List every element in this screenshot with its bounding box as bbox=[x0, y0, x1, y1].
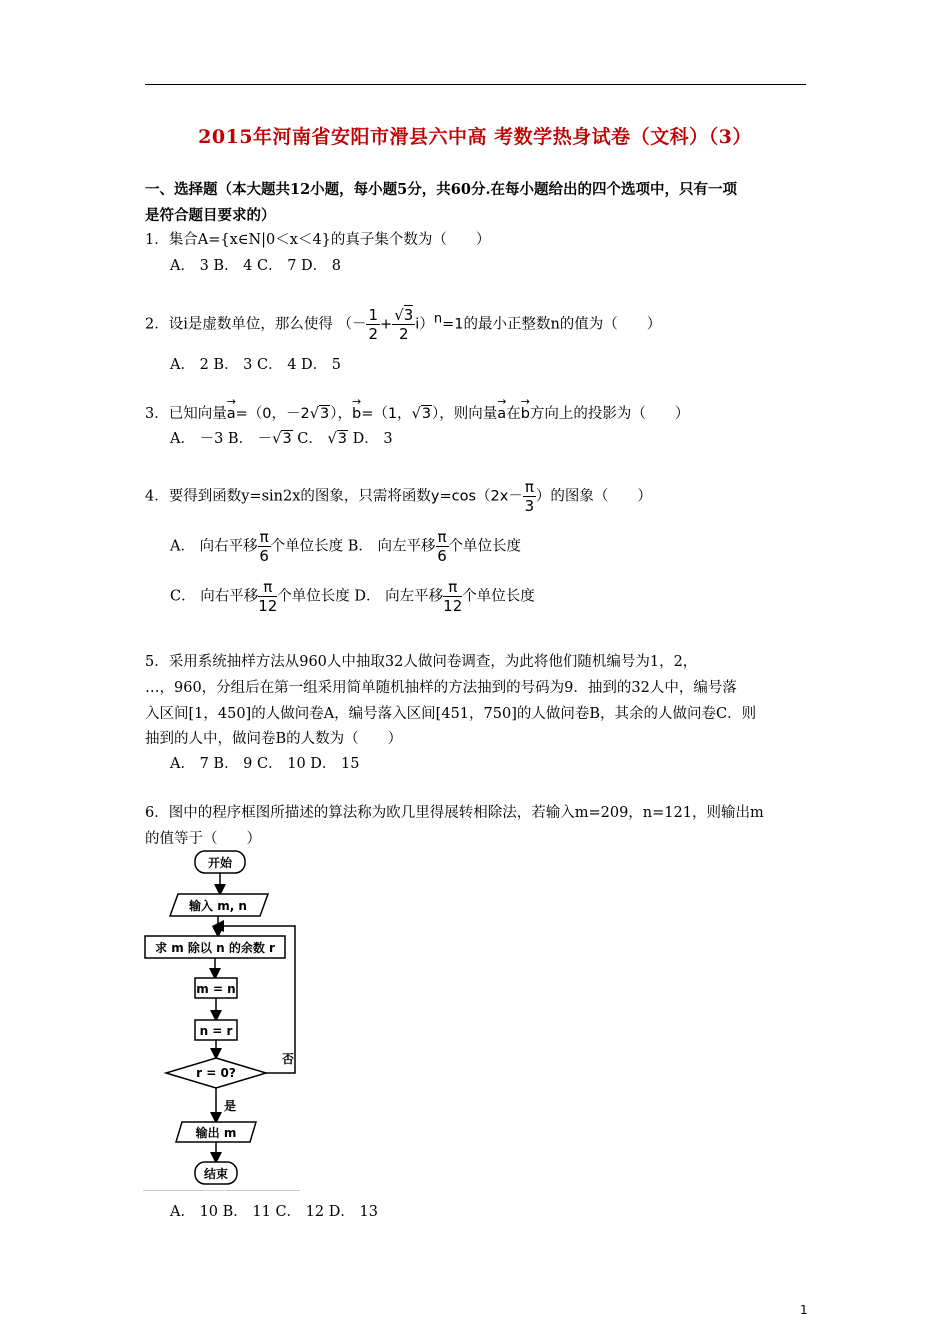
q3-opt-d: D． 3 bbox=[347, 431, 393, 447]
q4-optA-suffix: 个单位长度 B． 向左平移 bbox=[270, 538, 436, 555]
question-5-line1: 5．采用系统抽样方法从960人中抽取32人做问卷调查，为此将他们随机编号为1，2， bbox=[145, 654, 698, 670]
q4-optA-den: 6 bbox=[259, 547, 269, 565]
q4-optA-frac bbox=[258, 528, 271, 565]
page-number: 1 bbox=[800, 1303, 808, 1317]
vector-a: → a bbox=[227, 406, 236, 422]
question-4-options-ab bbox=[170, 528, 521, 565]
question-5-line4: 抽到的人中，做问卷B的人数为（ ） bbox=[145, 731, 403, 747]
section-heading-line2: 是符合题目要求的） bbox=[145, 207, 276, 224]
flow-start-text: 开始 bbox=[207, 856, 233, 870]
q4-prefix: 4．要得到函数y=sin2x的图象，只需将函数 bbox=[145, 488, 431, 505]
question-1-options: A． 3 B． 4 C． 7 D． 8 bbox=[170, 258, 342, 274]
flow-step3-text: n = r bbox=[199, 1024, 233, 1038]
vector-b: → b bbox=[352, 406, 361, 422]
flow-decision-text: r = 0? bbox=[196, 1066, 236, 1080]
q4-frac-den: 3 bbox=[524, 497, 535, 515]
q3-prefix: 3．已知向量 bbox=[145, 406, 227, 422]
q2-frac-1-den: 2 bbox=[368, 325, 379, 343]
q4-optA-num: π bbox=[259, 528, 269, 546]
q3-opt-a: A． －3 B． － bbox=[170, 431, 273, 447]
flow-yes-label: 是 bbox=[224, 1099, 237, 1113]
question-4 bbox=[145, 478, 652, 515]
q2-frac-2-num: √3 bbox=[394, 306, 414, 324]
flowchart bbox=[140, 848, 310, 1193]
question-2 bbox=[145, 306, 661, 343]
section-heading-line1: 一、选择题（本大题共12小题，每小题5分，共60分.在每小题给出的四个选项中，只有一项 bbox=[145, 181, 737, 198]
q3-close2: ），则向量 bbox=[432, 406, 498, 422]
question-5-line2: …，960，分组后在第一组采用简单随机抽样的方法抽到的号码为9．抽到的32人中，编号落 bbox=[145, 680, 737, 696]
q2-frac-2 bbox=[392, 306, 415, 343]
q4-optC-suffix: 个单位长度 D． 向左平移 bbox=[277, 588, 444, 605]
q3-opt-c-rad: 3 bbox=[337, 431, 347, 447]
question-4-options-cd bbox=[170, 578, 535, 615]
question-5-line3: 入区间[1，450]的人做问卷A，编号落入区间[451，750]的人做问卷B，其余的人做问卷C．则 bbox=[145, 706, 757, 722]
q3-opt-b-sqrt: √3 bbox=[272, 431, 292, 447]
question-5-options: A． 7 B． 9 C． 10 D． 15 bbox=[170, 756, 360, 772]
page-title: 2015年河南省安阳市滑县六中高 考数学热身试卷（文科）（3） bbox=[198, 126, 752, 148]
q4-optB-suffix: 个单位长度 bbox=[448, 538, 522, 555]
flow-no-label: 否 bbox=[282, 1052, 295, 1066]
q2-eq: =1 bbox=[442, 316, 464, 333]
q4-frac bbox=[523, 478, 536, 515]
q4-optD-num: π bbox=[443, 578, 462, 597]
q4-optB-den: 6 bbox=[437, 547, 447, 565]
q4-suffix: 的图象（ ） bbox=[550, 488, 652, 505]
q3-sqrt-2: √3 bbox=[411, 406, 432, 422]
flow-step1-text: 求 m 除以 n 的余数 r bbox=[155, 941, 275, 955]
q2-suffix: 的最小正整数n的值为（ ） bbox=[463, 316, 662, 333]
q3-sqrt-1-rad: 3 bbox=[319, 406, 330, 422]
question-3-options bbox=[170, 427, 393, 448]
q4-optC-frac bbox=[258, 578, 277, 615]
q2-frac-1-num: 1 bbox=[368, 306, 379, 324]
vector-a-2: → a bbox=[497, 406, 506, 422]
q4-optC-num: π bbox=[258, 578, 277, 597]
q3-opt-c-sqrt: √3 bbox=[327, 431, 347, 447]
figure-baseline bbox=[143, 1190, 300, 1191]
header-rule bbox=[145, 84, 806, 85]
q3-opt-b-rad: 3 bbox=[282, 431, 292, 447]
question-6-options: A． 10 B． 11 C． 12 D． 13 bbox=[170, 1204, 378, 1220]
q3-sqrt-2-rad: 3 bbox=[421, 406, 432, 422]
q4-optB-num: π bbox=[437, 528, 447, 546]
q4-optD-den: 12 bbox=[443, 597, 463, 615]
q4-optD-suffix: 个单位长度 bbox=[462, 588, 535, 605]
q4-optC-den: 12 bbox=[258, 597, 278, 615]
q2-i: i） bbox=[415, 316, 434, 333]
q3-suffix: 方向上的投影为（ ） bbox=[529, 406, 690, 422]
question-6-line1: 6．图中的程序框图所描述的算法称为欧几里得展转相除法，若输入m=209，n=121，则输出m bbox=[145, 805, 764, 821]
q3-eq1: =（0，－2 bbox=[235, 406, 310, 422]
q3-mid: 在 bbox=[506, 406, 521, 422]
question-3 bbox=[145, 402, 689, 423]
vector-b-2: → b bbox=[521, 406, 530, 422]
q4-optC: C． 向右平移 bbox=[170, 588, 259, 605]
q3-close1: ）， bbox=[330, 406, 352, 422]
q2-frac-2-den: 2 bbox=[398, 325, 409, 343]
flow-step2-text: m = n bbox=[196, 982, 236, 996]
flow-output-text: 输出 m bbox=[195, 1126, 237, 1140]
q2-plus: + bbox=[380, 316, 393, 333]
question-2-options: A． 2 B． 3 C． 4 D． 5 bbox=[170, 357, 342, 373]
q4-frac-num: π bbox=[524, 478, 534, 496]
q2-open: （－ bbox=[337, 316, 367, 333]
q4-optD-frac bbox=[443, 578, 462, 615]
question-1: 1．集合A={x∈N|0＜x＜4}的真子集个数为（ ） bbox=[145, 232, 491, 248]
q3-opt-c: C． bbox=[292, 431, 328, 447]
q2-prefix: 2．设i是虚数单位，那么使得 bbox=[145, 316, 333, 333]
flow-end-text: 结束 bbox=[203, 1167, 229, 1181]
question-6-line2: 的值等于（ ） bbox=[145, 831, 261, 847]
q3-sqrt-1: √3 bbox=[309, 406, 330, 422]
q2-exp: n bbox=[433, 311, 443, 327]
q4-optB-frac bbox=[436, 528, 449, 565]
q4-optA: A． 向右平移 bbox=[170, 538, 258, 555]
q4-func: y=cos（2x－ bbox=[430, 488, 523, 505]
q3-eq2: =（1， bbox=[361, 406, 412, 422]
q2-frac-2-rad: 3 bbox=[403, 306, 414, 324]
q2-frac-1 bbox=[366, 306, 380, 343]
q4-close: ） bbox=[535, 488, 551, 505]
flow-input-text: 输入 m, n bbox=[189, 899, 247, 913]
